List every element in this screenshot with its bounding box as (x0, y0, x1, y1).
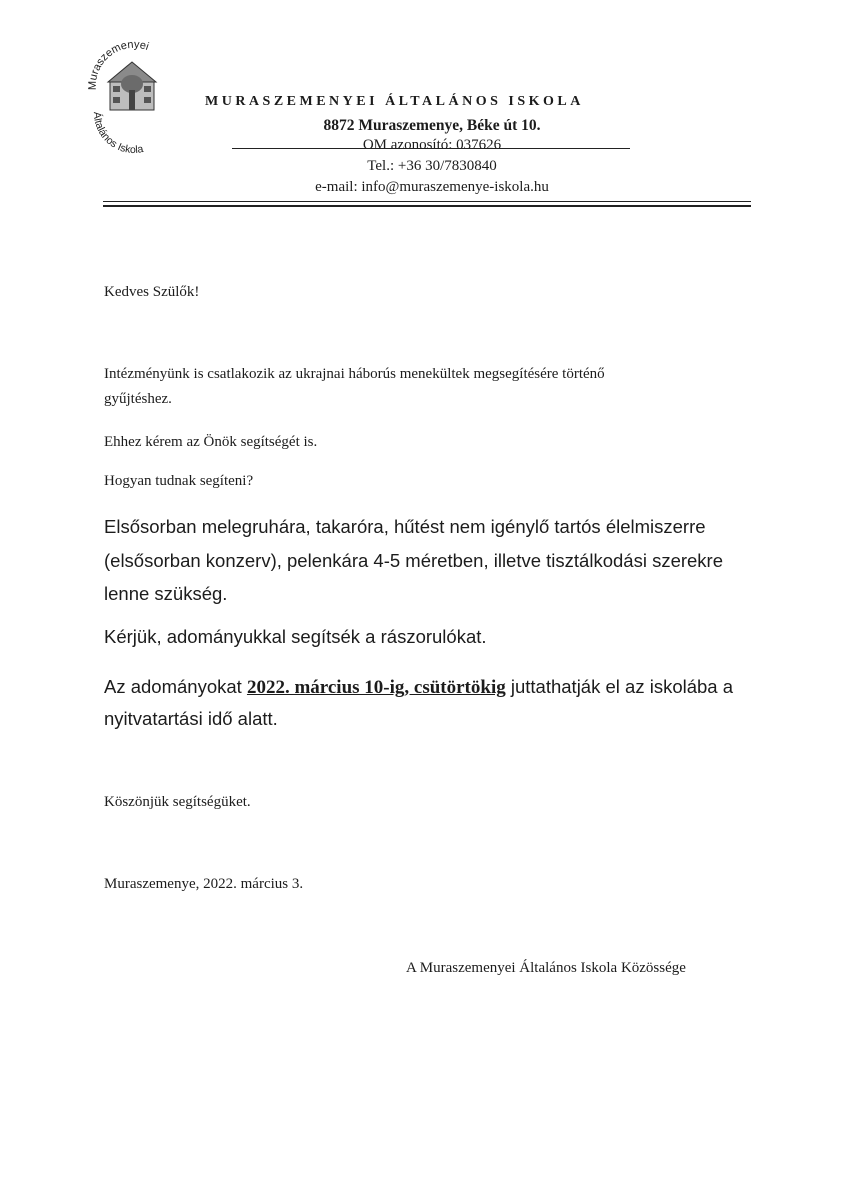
intro-line-1: Intézményünk is csatlakozik az ukrajnai háborús menekültek megsegítésére történő (104, 366, 605, 382)
appeal-text: Kérjük, adományukkal segítsék a rászorulókat. (104, 626, 487, 647)
needs-line-2: (elsősorban konzerv), pelenkára 4-5 méretben, illetve tisztálkodási szerekre (104, 550, 724, 571)
email-address: e-mail: info@muraszemenye-iskola.hu (315, 179, 549, 195)
deadline-line-2: nyitvatartási idő alatt. (104, 708, 278, 729)
deadline-date: 2022. március 10-ig, csütörtökig (246, 677, 506, 698)
phone-number: Tel.: +36 30/7830840 (367, 158, 497, 174)
deadline-suffix: juttathatják el az iskolába a (505, 676, 734, 697)
greeting: Kedves Szülők! (104, 284, 200, 300)
school-logo (82, 38, 182, 158)
logo-text-top: Muraszemenyei (86, 38, 151, 91)
school-address: 8872 Muraszemenye, Béke út 10. (323, 117, 541, 134)
logo-text-bottom: Általános Iskola (90, 111, 145, 157)
deadline-prefix: Az adományokat (104, 676, 247, 697)
thanks-text: Köszönjük segítségüket. (104, 794, 251, 810)
school-name: MURASZEMENYEI ÁLTALÁNOS ISKOLA (205, 94, 584, 109)
request-text: Ehhez kérem az Önök segítségét is. (104, 434, 318, 450)
question-text: Hogyan tudnak segíteni? (104, 473, 254, 489)
om-underline (232, 148, 630, 149)
intro-line-2: gyűjtéshez. (104, 391, 172, 407)
place-date: Muraszemenye, 2022. március 3. (104, 876, 304, 892)
signature: A Muraszemenyei Általános Iskola Közössége (406, 960, 686, 976)
needs-line-3: lenne szükség. (104, 583, 228, 604)
header-divider-thick (103, 205, 751, 207)
deadline-line-1 (104, 670, 733, 704)
svg-text:Általános Iskola (91, 111, 145, 156)
header-divider-thin (103, 201, 751, 202)
needs-line-1: Elsősorban melegruhára, takaróra, hűtést nem igénylő tartós élelmiszerre (104, 516, 706, 537)
om-identifier: OM azonosító: 037626 (362, 137, 502, 153)
school-building-icon (108, 62, 156, 110)
